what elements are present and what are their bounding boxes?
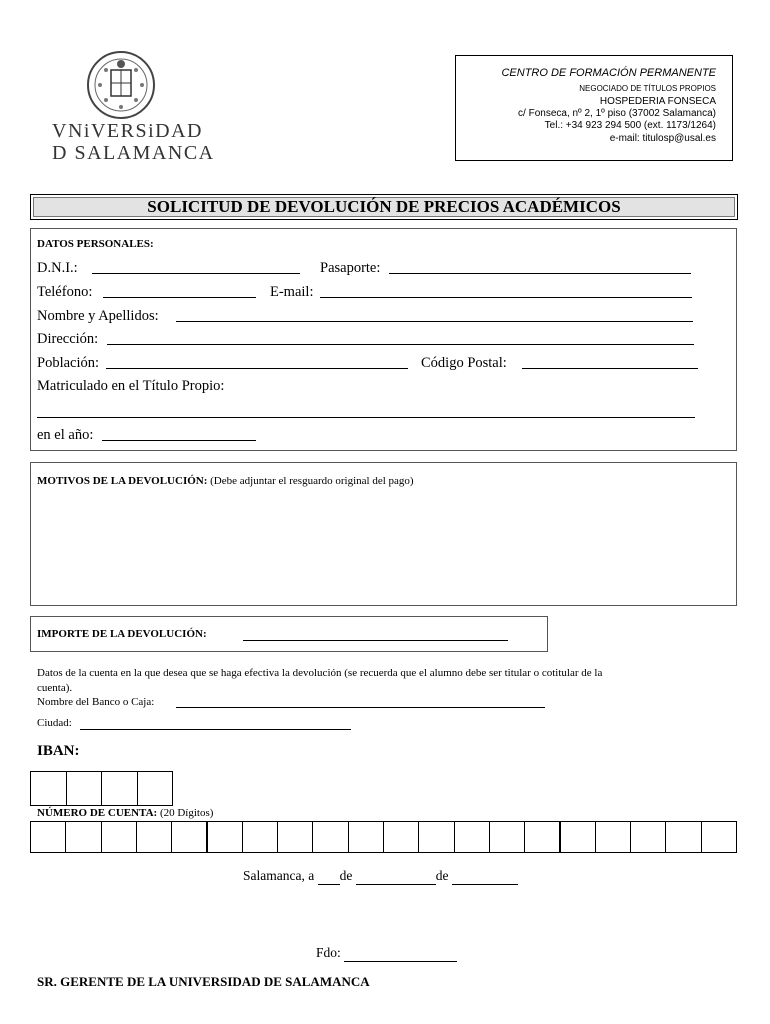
- reasons-heading: MOTIVOS DE LA DEVOLUCIÓN:: [37, 475, 208, 487]
- postal-label: Código Postal:: [421, 355, 507, 371]
- form-title-box: [30, 194, 738, 220]
- email-label: E-mail:: [270, 284, 314, 300]
- header-contact-box: [455, 55, 733, 161]
- signature-label: Fdo:: [316, 945, 341, 960]
- account-intro-line1: Datos de la cuenta en la que desea que se haga efectiva la devolución (se recuerda que el alumno debe ser titular o cotitular de la: [37, 667, 603, 679]
- account-number-cell[interactable]: [489, 821, 525, 853]
- account-number-cell[interactable]: [348, 821, 384, 853]
- bank-field[interactable]: [176, 707, 545, 708]
- account-number-cell[interactable]: [595, 821, 631, 853]
- date-de2: de: [435, 868, 449, 883]
- account-number-cell[interactable]: [524, 821, 560, 853]
- account-number-cell[interactable]: [277, 821, 313, 853]
- iban-label: IBAN:: [37, 743, 80, 759]
- year-sign-field[interactable]: [452, 868, 518, 885]
- account-number-cell[interactable]: [65, 821, 101, 853]
- year-field[interactable]: [102, 440, 256, 441]
- account-number-cell[interactable]: [312, 821, 348, 853]
- account-number-heading: NÚMERO DE CUENTA:: [37, 807, 158, 819]
- phone-text: Tel.: +34 923 294 500 (ext. 1173/1264): [544, 120, 716, 131]
- date-line: [243, 868, 518, 885]
- personal-data-heading: DATOS PERSONALES:: [37, 238, 154, 250]
- address-label: Dirección:: [37, 331, 99, 347]
- name-label: Nombre y Apellidos:: [37, 308, 159, 324]
- city-label: Población:: [37, 355, 100, 371]
- form-title: SOLICITUD DE DEVOLUCIÓN DE PRECIOS ACADÉMICOS: [33, 197, 735, 217]
- account-number-cell[interactable]: [242, 821, 278, 853]
- date-de1: de: [339, 868, 353, 883]
- dni-label: D.N.I.:: [37, 260, 78, 276]
- city-field[interactable]: [106, 368, 408, 369]
- iban-cell[interactable]: [66, 771, 103, 806]
- date-place: Salamanca, a: [243, 868, 315, 883]
- phone-label: Teléfono:: [37, 284, 93, 300]
- department-name: NEGOCIADO DE TÍTULOS PROPIOS: [579, 84, 716, 93]
- center-name: CENTRO DE FORMACIÓN PERMANENTE: [501, 67, 716, 79]
- account-number-cell[interactable]: [418, 821, 454, 853]
- account-number-cell[interactable]: [560, 821, 596, 853]
- account-number-cell[interactable]: [207, 821, 243, 853]
- account-number-cell[interactable]: [383, 821, 419, 853]
- account-number-cell[interactable]: [630, 821, 666, 853]
- address-text: c/ Fonseca, nº 2, 1º piso (37002 Salamanca): [518, 108, 716, 119]
- account-intro-line2: cuenta).: [37, 682, 73, 694]
- account-number-cell[interactable]: [101, 821, 137, 853]
- account-number-cell[interactable]: [701, 821, 737, 853]
- address-field[interactable]: [107, 344, 694, 345]
- email-text: e-mail: titulosp@usal.es: [609, 133, 716, 144]
- account-number-cell[interactable]: [454, 821, 490, 853]
- passport-field[interactable]: [389, 273, 691, 274]
- day-field[interactable]: [318, 868, 340, 885]
- name-field[interactable]: [176, 321, 693, 322]
- account-number-cell[interactable]: [136, 821, 172, 853]
- phone-field[interactable]: [103, 297, 256, 298]
- account-number-cell[interactable]: [665, 821, 701, 853]
- year-label: en el año:: [37, 427, 94, 443]
- reasons-note: (Debe adjuntar el resguardo original del pago): [210, 475, 414, 487]
- month-field[interactable]: [356, 868, 436, 885]
- enrolled-label: Matriculado en el Título Propio:: [37, 378, 225, 394]
- postal-field[interactable]: [522, 368, 698, 369]
- university-seal-icon: [86, 50, 156, 120]
- iban-cell[interactable]: [101, 771, 138, 806]
- dni-field[interactable]: [92, 273, 300, 274]
- account-number-cell[interactable]: [171, 821, 207, 853]
- amount-heading: IMPORTE DE LA DEVOLUCIÓN:: [37, 628, 207, 640]
- account-number-note: (20 Dígitos): [159, 807, 214, 819]
- iban-cell[interactable]: [137, 771, 174, 806]
- reasons-heading-line: [37, 475, 414, 487]
- account-city-field[interactable]: [80, 729, 351, 730]
- enrolled-field[interactable]: [37, 417, 695, 418]
- passport-label: Pasaporte:: [320, 260, 381, 276]
- account-number-heading-line: [37, 807, 213, 819]
- bank-label: Nombre del Banco o Caja:: [37, 696, 155, 708]
- logo-text-line2: D SALAMANCA: [52, 142, 215, 164]
- email-field[interactable]: [320, 297, 692, 298]
- account-number-cell[interactable]: [30, 821, 66, 853]
- amount-field[interactable]: [243, 640, 508, 641]
- account-city-label: Ciudad:: [37, 717, 72, 729]
- building-name: HOSPEDERIA FONSECA: [599, 96, 716, 107]
- iban-cell[interactable]: [30, 771, 67, 806]
- signature-field[interactable]: [344, 945, 457, 962]
- recipient: SR. GERENTE DE LA UNIVERSIDAD DE SALAMANCA: [37, 974, 370, 989]
- signature-line: [316, 945, 457, 962]
- logo-text-line1: VNiVERSiDAD: [52, 120, 203, 142]
